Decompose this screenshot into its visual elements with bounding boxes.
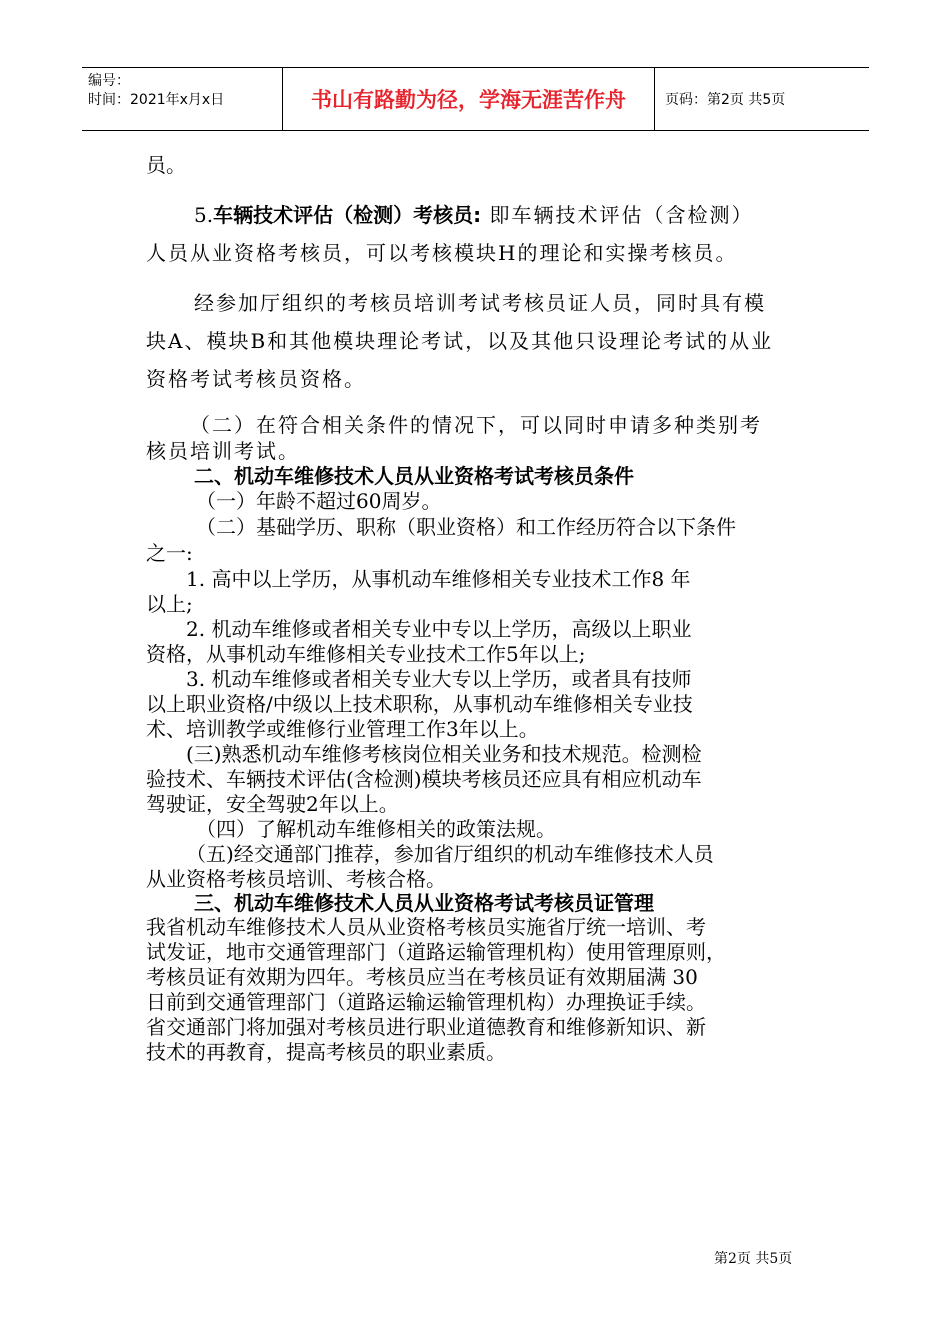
page-footer: 第2页 共5页: [714, 1251, 793, 1267]
item-number: 5.: [194, 203, 214, 227]
section-heading: 三、机动车维修技术人员从业资格考试考核员证管理: [194, 891, 654, 915]
text-line: 员。: [146, 153, 186, 177]
text-line: 以上职业资格/中级以上技术职称，从事机动车维修相关专业技: [146, 692, 693, 716]
text-line: 术、培训教学或维修行业管理工作3年以上。: [146, 717, 539, 741]
text-line: (三)熟悉机动车维修考核岗位相关业务和技术规范。检测检: [186, 742, 702, 766]
text-line: 经参加厅组织的考核员培训考试考核员证人员，同时具有模: [194, 291, 766, 315]
number-label: 编号：: [88, 73, 130, 89]
item-text: 即车辆技术评估（含检测）: [481, 203, 754, 227]
text-line: （二）基础学历、职称（职业资格）和工作经历符合以下条件: [196, 515, 736, 539]
text-line: 以上;: [146, 592, 193, 616]
text-line: 人员从业资格考核员，可以考核模块H的理论和实操考核员。: [146, 241, 738, 265]
text-line: 块A、模块B和其他模块理论考试，以及其他只设理论考试的从业: [146, 329, 774, 353]
section-heading: 二、机动车维修技术人员从业资格考试考核员条件: [194, 464, 634, 488]
text-line: 从业资格考核员培训、考核合格。: [146, 867, 446, 891]
header-motto: 书山有路勤为径，学海无涯苦作舟: [282, 68, 655, 130]
text-line: 试发证，地市交通管理部门（道路运输管理机构）使用管理原则，: [146, 940, 726, 964]
text-line: 1. 高中以上学历，从事机动车维修相关专业技术工作8 年: [186, 567, 691, 591]
text-line: 之一:: [146, 541, 193, 565]
text-line: 2. 机动车维修或者相关专业中专以上学历，高级以上职业: [186, 617, 692, 641]
time-label: 时间：2021年x月x日: [88, 92, 225, 108]
text-line: （二）在符合相关条件的情况下，可以同时申请多种类别考: [190, 413, 762, 437]
text-line: [194, 202, 753, 228]
text-line: 核员培训考试。: [146, 439, 300, 463]
text-line: 考核员证有效期为四年。考核员应当在考核员证有效期届满 30: [146, 965, 698, 989]
text-line: （四）了解机动车维修相关的政策法规。: [196, 817, 556, 841]
text-line: 技术的再教育，提高考核员的职业素质。: [146, 1040, 506, 1064]
text-line: （一）年龄不超过60周岁。: [196, 489, 442, 513]
text-line: 省交通部门将加强对考核员进行职业道德教育和维修新知识、新: [146, 1015, 706, 1039]
text-line: 资格，从事机动车维修相关专业技术工作5年以上;: [146, 642, 586, 666]
header-meta: [82, 68, 282, 130]
text-line: 我省机动车维修技术人员从业资格考核员实施省厅统一培训、考: [146, 915, 706, 939]
text-line: 3. 机动车维修或者相关专业大专以上学历，或者具有技师: [186, 667, 692, 691]
item-heading: 车辆技术评估（检测）考核员:: [213, 203, 482, 227]
text-line: 驾驶证，安全驾驶2年以上。: [146, 792, 399, 816]
text-line: （五)经交通部门推荐，参加省厅组织的机动车维修技术人员: [186, 842, 714, 866]
text-line: 资格考试考核员资格。: [146, 367, 366, 391]
text-line: 日前到交通管理部门（道路运输运输管理机构）办理换证手续。: [146, 990, 706, 1014]
text-line: 验技术、车辆技术评估(含检测)模块考核员还应具有相应机动车: [146, 767, 702, 791]
page-header: [82, 67, 869, 131]
header-page-info: 页码：第2页 共5页: [665, 92, 786, 108]
